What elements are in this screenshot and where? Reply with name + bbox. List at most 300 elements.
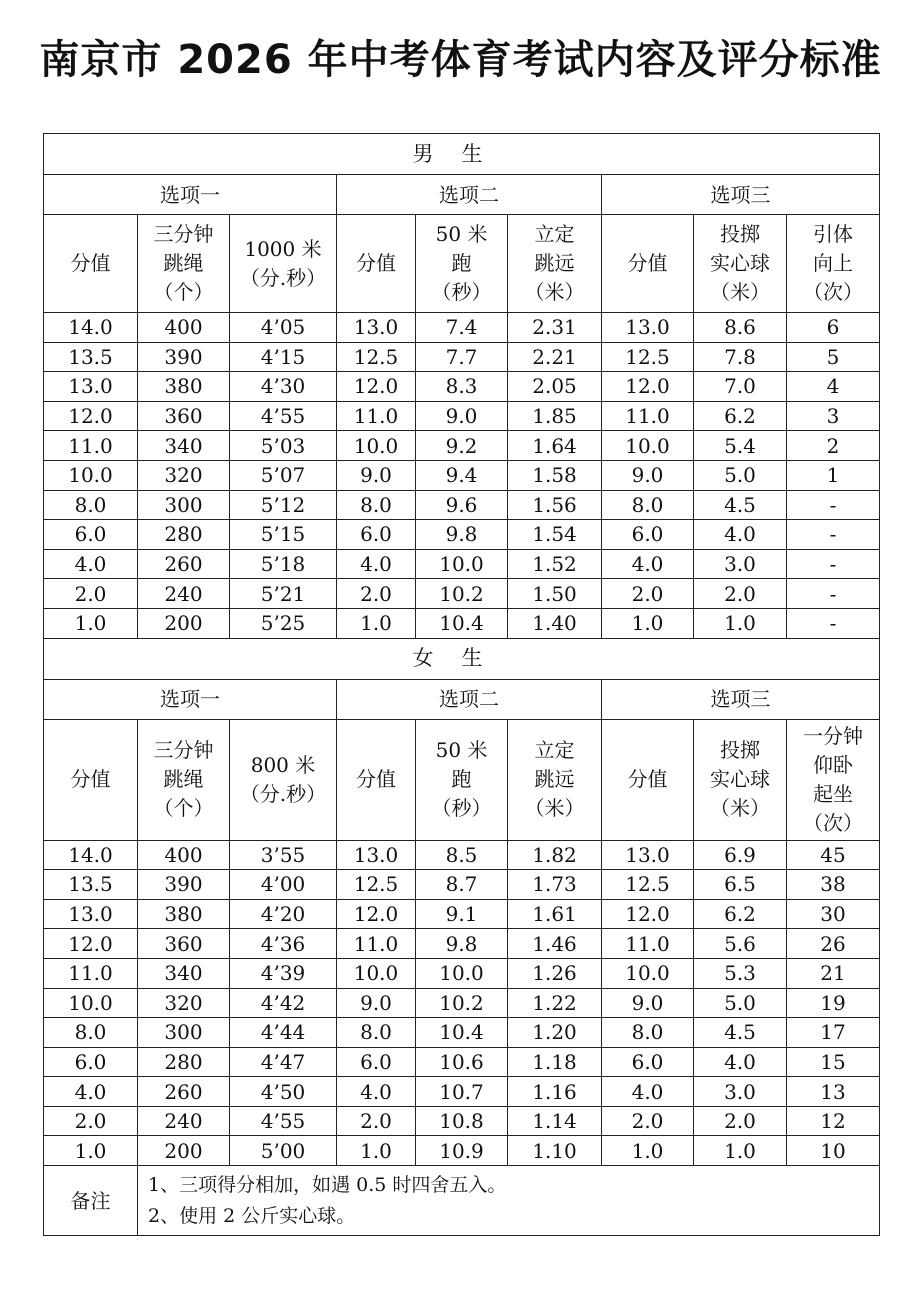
- male-column-header: [508, 215, 602, 313]
- table-cell: 7.4: [416, 313, 508, 343]
- table-cell: 12.5: [602, 870, 694, 900]
- column-header-line: 分值: [70, 251, 111, 275]
- table-body: [44, 134, 880, 1236]
- table-cell: 340: [138, 958, 230, 988]
- table-cell: 3.0: [694, 1077, 787, 1107]
- table-cell: 1.56: [508, 490, 602, 520]
- table-cell: 13.0: [44, 899, 138, 929]
- column-header-line: （分.秒）: [239, 781, 327, 806]
- table-cell: 6.0: [44, 520, 138, 550]
- table-cell: 1.18: [508, 1047, 602, 1077]
- table-cell: 14.0: [44, 313, 138, 343]
- table-cell: 10.0: [337, 431, 416, 461]
- table-cell: 320: [138, 988, 230, 1018]
- table-cell: 10.4: [416, 608, 508, 638]
- table-cell: 6.0: [602, 1047, 694, 1077]
- table-cell: 4.5: [694, 490, 787, 520]
- table-cell: 9.2: [416, 431, 508, 461]
- table-cell: 4’00: [230, 870, 337, 900]
- table-cell: 1.73: [508, 870, 602, 900]
- table-cell: 19: [787, 988, 880, 1018]
- table-row: [44, 1136, 880, 1166]
- table-cell: -: [787, 549, 880, 579]
- table-cell: 10.0: [44, 988, 138, 1018]
- table-cell: 2.0: [694, 1106, 787, 1136]
- table-cell: 12: [787, 1106, 880, 1136]
- table-cell: 11.0: [337, 929, 416, 959]
- table-cell: 9.8: [416, 929, 508, 959]
- table-cell: 5.4: [694, 431, 787, 461]
- male-column-header: [787, 215, 880, 313]
- table-cell: 400: [138, 840, 230, 870]
- column-header-line: 50 米: [435, 738, 488, 763]
- column-header-line: 实心球: [710, 767, 770, 792]
- table-cell: 1.0: [337, 608, 416, 638]
- table-cell: 15: [787, 1047, 880, 1077]
- table-cell: 5.6: [694, 929, 787, 959]
- table-cell: 7.8: [694, 342, 787, 372]
- table-cell: 1.82: [508, 840, 602, 870]
- table-cell: 5.0: [694, 460, 787, 490]
- table-cell: 320: [138, 460, 230, 490]
- column-header-line: 分值: [627, 251, 668, 275]
- table-cell: 10.0: [416, 549, 508, 579]
- table-cell: 11.0: [337, 401, 416, 431]
- table-cell: 380: [138, 372, 230, 402]
- table-cell: 11.0: [602, 401, 694, 431]
- table-cell: 5’21: [230, 579, 337, 609]
- male-column-header: [602, 215, 694, 313]
- table-cell: 4’05: [230, 313, 337, 343]
- table-cell: 6.0: [602, 520, 694, 550]
- table-cell: 13.0: [337, 313, 416, 343]
- table-cell: 1.0: [44, 1136, 138, 1166]
- table-cell: 7.7: [416, 342, 508, 372]
- table-cell: 3: [787, 401, 880, 431]
- male-column-header-row: [44, 215, 880, 313]
- table-cell: 4’47: [230, 1047, 337, 1077]
- table-cell: 1.40: [508, 608, 602, 638]
- table-cell: 260: [138, 1077, 230, 1107]
- table-cell: 4’50: [230, 1077, 337, 1107]
- column-header-line: 跳绳: [163, 767, 204, 792]
- table-cell: 9.8: [416, 520, 508, 550]
- female-gender-row: [44, 638, 880, 679]
- male-column-header: [337, 215, 416, 313]
- table-cell: 4.0: [694, 520, 787, 550]
- female-column-header: [44, 719, 138, 840]
- table-cell: 5.0: [694, 988, 787, 1018]
- table-cell: 1.0: [602, 1136, 694, 1166]
- column-header-line: 实心球: [710, 251, 770, 275]
- table-cell: 4.0: [602, 1077, 694, 1107]
- column-header-line: 引体: [813, 222, 853, 246]
- table-row: [44, 1077, 880, 1107]
- table-cell: 12.0: [602, 372, 694, 402]
- table-cell: 8.7: [416, 870, 508, 900]
- female-option-header-1: 选项一: [44, 679, 337, 719]
- table-cell: 1.58: [508, 460, 602, 490]
- male-option-header-2: 选项二: [337, 175, 602, 215]
- table-cell: 13: [787, 1077, 880, 1107]
- table-cell: 5’12: [230, 490, 337, 520]
- table-cell: 13.0: [337, 840, 416, 870]
- page-title: 南京市 2026 年中考体育考试内容及评分标准: [39, 37, 882, 83]
- table-cell: 1.10: [508, 1136, 602, 1166]
- table-cell: 3.0: [694, 549, 787, 579]
- column-header-line: 起坐: [813, 781, 853, 806]
- table-cell: 13.0: [44, 372, 138, 402]
- column-header-line: 三分钟: [153, 222, 214, 246]
- column-header-line: 50 米: [435, 222, 488, 246]
- table-cell: 10.6: [416, 1047, 508, 1077]
- table-cell: 9.1: [416, 899, 508, 929]
- table-row: [44, 958, 880, 988]
- table-cell: 360: [138, 401, 230, 431]
- table-cell: 240: [138, 1106, 230, 1136]
- table-row: [44, 840, 880, 870]
- table-cell: 1.46: [508, 929, 602, 959]
- table-cell: 12.0: [44, 401, 138, 431]
- remarks-row: [44, 1166, 880, 1236]
- column-header-line: （米）: [524, 280, 585, 304]
- table-cell: 2.05: [508, 372, 602, 402]
- male-column-header: [138, 215, 230, 313]
- table-cell: 10.8: [416, 1106, 508, 1136]
- table-cell: 10: [787, 1136, 880, 1166]
- table-row: [44, 313, 880, 343]
- male-column-header: [230, 215, 337, 313]
- table-row: [44, 460, 880, 490]
- remarks-label: 备注: [44, 1166, 138, 1236]
- female-column-header: [508, 719, 602, 840]
- table-cell: 300: [138, 1018, 230, 1048]
- table-cell: -: [787, 608, 880, 638]
- column-header-line: 跳绳: [163, 251, 204, 275]
- table-cell: 1.26: [508, 958, 602, 988]
- table-cell: 8.0: [337, 1018, 416, 1048]
- table-cell: 5’07: [230, 460, 337, 490]
- table-cell: 390: [138, 342, 230, 372]
- column-header-line: 分值: [356, 251, 396, 275]
- table-cell: 8.0: [602, 490, 694, 520]
- table-cell: 6.5: [694, 870, 787, 900]
- table-row: [44, 1047, 880, 1077]
- table-cell: 10.0: [602, 958, 694, 988]
- column-header-line: 投掷: [720, 222, 760, 246]
- table-cell: 6.0: [44, 1047, 138, 1077]
- column-header-line: （秒）: [431, 796, 492, 821]
- table-cell: 10.2: [416, 988, 508, 1018]
- female-column-header: [230, 719, 337, 840]
- table-row: [44, 342, 880, 372]
- male-gender-label: 男生: [44, 134, 880, 175]
- male-gender-row: [44, 134, 880, 175]
- table-cell: 1: [787, 460, 880, 490]
- table-cell: 12.0: [602, 899, 694, 929]
- table-cell: 11.0: [602, 929, 694, 959]
- column-header-line: （米）: [710, 280, 770, 304]
- table-cell: 4.0: [337, 1077, 416, 1107]
- table-cell: 300: [138, 490, 230, 520]
- table-cell: 340: [138, 431, 230, 461]
- table-cell: 4’30: [230, 372, 337, 402]
- table-cell: 9.4: [416, 460, 508, 490]
- scoring-standard-table: [43, 133, 880, 1236]
- table-row: [44, 870, 880, 900]
- table-cell: 280: [138, 520, 230, 550]
- table-cell: 1.16: [508, 1077, 602, 1107]
- table-cell: 6.9: [694, 840, 787, 870]
- male-option-header-3: 选项三: [602, 175, 880, 215]
- table-row: [44, 1018, 880, 1048]
- table-cell: 1.0: [337, 1136, 416, 1166]
- column-header-line: 向上: [813, 251, 853, 275]
- table-cell: 4’39: [230, 958, 337, 988]
- table-cell: 11.0: [44, 958, 138, 988]
- table-cell: 1.0: [694, 608, 787, 638]
- column-header-line: （秒）: [431, 280, 492, 304]
- table-cell: 1.85: [508, 401, 602, 431]
- table-cell: 8.3: [416, 372, 508, 402]
- table-row: [44, 549, 880, 579]
- table-cell: 240: [138, 579, 230, 609]
- table-cell: 38: [787, 870, 880, 900]
- table-cell: 2.0: [337, 579, 416, 609]
- table-cell: 9.0: [602, 460, 694, 490]
- male-column-header: [694, 215, 787, 313]
- table-cell: 13.5: [44, 342, 138, 372]
- female-gender-label: 女生: [44, 638, 880, 679]
- column-header-line: 分值: [356, 767, 396, 792]
- column-header-line: 跳远: [534, 251, 575, 275]
- column-header-line: 1000 米: [244, 236, 322, 261]
- table-cell: 17: [787, 1018, 880, 1048]
- table-cell: 5’03: [230, 431, 337, 461]
- table-cell: 9.0: [337, 988, 416, 1018]
- table-cell: 2.0: [44, 579, 138, 609]
- table-cell: 7.0: [694, 372, 787, 402]
- female-column-header: [416, 719, 508, 840]
- column-header-line: （次）: [803, 280, 863, 304]
- table-cell: 10.0: [44, 460, 138, 490]
- table-cell: -: [787, 490, 880, 520]
- female-option-row: [44, 679, 880, 719]
- table-cell: 380: [138, 899, 230, 929]
- table-cell: 2.0: [337, 1106, 416, 1136]
- column-header-line: 分值: [70, 767, 111, 792]
- column-header-line: 跑: [451, 251, 472, 275]
- table-cell: 10.7: [416, 1077, 508, 1107]
- table-cell: 1.0: [602, 608, 694, 638]
- table-cell: 10.2: [416, 579, 508, 609]
- table-cell: 280: [138, 1047, 230, 1077]
- table-cell: 6.2: [694, 899, 787, 929]
- table-cell: 5’25: [230, 608, 337, 638]
- table-cell: 12.5: [337, 342, 416, 372]
- table-cell: 8.0: [602, 1018, 694, 1048]
- female-column-header: [694, 719, 787, 840]
- table-cell: 10.0: [416, 958, 508, 988]
- table-cell: 30: [787, 899, 880, 929]
- table-cell: 12.0: [44, 929, 138, 959]
- table-cell: 4’55: [230, 401, 337, 431]
- table-row: [44, 988, 880, 1018]
- table-cell: 8.0: [44, 490, 138, 520]
- table-row: [44, 520, 880, 550]
- table-cell: 8.0: [337, 490, 416, 520]
- table-cell: 4’42: [230, 988, 337, 1018]
- column-header-line: （次）: [803, 810, 863, 835]
- table-cell: 9.0: [337, 460, 416, 490]
- female-column-header-row: [44, 719, 880, 840]
- table-cell: 45: [787, 840, 880, 870]
- female-column-header: [337, 719, 416, 840]
- table-cell: -: [787, 579, 880, 609]
- table-cell: 2: [787, 431, 880, 461]
- table-cell: 4’36: [230, 929, 337, 959]
- table-cell: 10.9: [416, 1136, 508, 1166]
- table-cell: 200: [138, 608, 230, 638]
- column-header-line: （个）: [153, 796, 214, 821]
- column-header-line: 三分钟: [153, 738, 214, 763]
- column-header-line: 立定: [534, 222, 575, 246]
- table-cell: 2.0: [602, 579, 694, 609]
- table-cell: 26: [787, 929, 880, 959]
- column-header-line: （米）: [524, 796, 585, 821]
- remark-line: 2、使用 2 公斤实心球。: [148, 1204, 356, 1227]
- column-header-line: （分.秒）: [239, 265, 327, 290]
- table-cell: 1.20: [508, 1018, 602, 1048]
- table-cell: 9.0: [416, 401, 508, 431]
- column-header-line: 仰卧: [813, 752, 853, 777]
- female-option-header-3: 选项三: [602, 679, 880, 719]
- table-cell: 12.5: [337, 870, 416, 900]
- table-cell: 200: [138, 1136, 230, 1166]
- table-cell: 5’00: [230, 1136, 337, 1166]
- table-cell: 4’44: [230, 1018, 337, 1048]
- table-cell: 10.0: [337, 958, 416, 988]
- female-column-header: [787, 719, 880, 840]
- table-cell: 9.6: [416, 490, 508, 520]
- table-cell: 13.0: [602, 840, 694, 870]
- table-cell: 8.0: [44, 1018, 138, 1048]
- table-cell: 2.0: [694, 579, 787, 609]
- table-row: [44, 929, 880, 959]
- column-header-line: 跑: [451, 767, 472, 792]
- column-header-line: 一分钟: [803, 723, 863, 748]
- male-column-header: [416, 215, 508, 313]
- male-option-header-1: 选项一: [44, 175, 337, 215]
- column-header-line: （个）: [153, 280, 214, 304]
- table-cell: 6: [787, 313, 880, 343]
- table-cell: 5’18: [230, 549, 337, 579]
- table-row: [44, 372, 880, 402]
- table-row: [44, 490, 880, 520]
- table-row: [44, 608, 880, 638]
- table-cell: 14.0: [44, 840, 138, 870]
- table-cell: 8.5: [416, 840, 508, 870]
- table-cell: 2.0: [44, 1106, 138, 1136]
- table-cell: 390: [138, 870, 230, 900]
- table-cell: 5: [787, 342, 880, 372]
- table-cell: 9.0: [602, 988, 694, 1018]
- table-cell: 4.0: [337, 549, 416, 579]
- male-option-row: [44, 175, 880, 215]
- table-cell: 4.0: [44, 549, 138, 579]
- table-row: [44, 401, 880, 431]
- table-cell: 4.0: [694, 1047, 787, 1077]
- table-cell: 6.2: [694, 401, 787, 431]
- table-cell: 1.64: [508, 431, 602, 461]
- table-cell: 10.0: [602, 431, 694, 461]
- table-cell: 5’15: [230, 520, 337, 550]
- table-cell: -: [787, 520, 880, 550]
- table-cell: 6.0: [337, 520, 416, 550]
- table-cell: 21: [787, 958, 880, 988]
- table-cell: 8.6: [694, 313, 787, 343]
- table-cell: 4: [787, 372, 880, 402]
- column-header-line: 分值: [627, 767, 668, 792]
- female-column-header: [138, 719, 230, 840]
- remarks-text: [138, 1166, 880, 1236]
- table-cell: 1.0: [694, 1136, 787, 1166]
- table-row: [44, 1106, 880, 1136]
- table-cell: 1.14: [508, 1106, 602, 1136]
- table-cell: 2.31: [508, 313, 602, 343]
- table-cell: 11.0: [44, 431, 138, 461]
- table-cell: 4’55: [230, 1106, 337, 1136]
- column-header-line: 立定: [534, 738, 575, 763]
- table-cell: 13.5: [44, 870, 138, 900]
- table-cell: 2.0: [602, 1106, 694, 1136]
- table-cell: 12.5: [602, 342, 694, 372]
- table-cell: 3’55: [230, 840, 337, 870]
- table-cell: 4’15: [230, 342, 337, 372]
- table-cell: 1.52: [508, 549, 602, 579]
- table-row: [44, 899, 880, 929]
- remark-line: 1、三项得分相加，如遇 0.5 时四舍五入。: [148, 1173, 507, 1196]
- table-cell: 360: [138, 929, 230, 959]
- table-cell: 6.0: [337, 1047, 416, 1077]
- female-option-header-2: 选项二: [337, 679, 602, 719]
- column-header-line: （米）: [710, 796, 770, 821]
- table-cell: 260: [138, 549, 230, 579]
- table-cell: 1.54: [508, 520, 602, 550]
- table-cell: 5.3: [694, 958, 787, 988]
- table-row: [44, 579, 880, 609]
- column-header-line: 跳远: [534, 767, 575, 792]
- male-column-header: [44, 215, 138, 313]
- table-cell: 12.0: [337, 372, 416, 402]
- table-cell: 4.5: [694, 1018, 787, 1048]
- table-cell: 1.61: [508, 899, 602, 929]
- table-cell: 10.4: [416, 1018, 508, 1048]
- table-cell: 1.50: [508, 579, 602, 609]
- table-cell: 13.0: [602, 313, 694, 343]
- table-cell: 400: [138, 313, 230, 343]
- column-header-line: 800 米: [250, 752, 316, 777]
- table-cell: 2.21: [508, 342, 602, 372]
- table-cell: 12.0: [337, 899, 416, 929]
- table-cell: 4’20: [230, 899, 337, 929]
- table-cell: 4.0: [44, 1077, 138, 1107]
- table-cell: 4.0: [602, 549, 694, 579]
- female-column-header: [602, 719, 694, 840]
- table-cell: 1.22: [508, 988, 602, 1018]
- table-cell: 1.0: [44, 608, 138, 638]
- table-row: [44, 431, 880, 461]
